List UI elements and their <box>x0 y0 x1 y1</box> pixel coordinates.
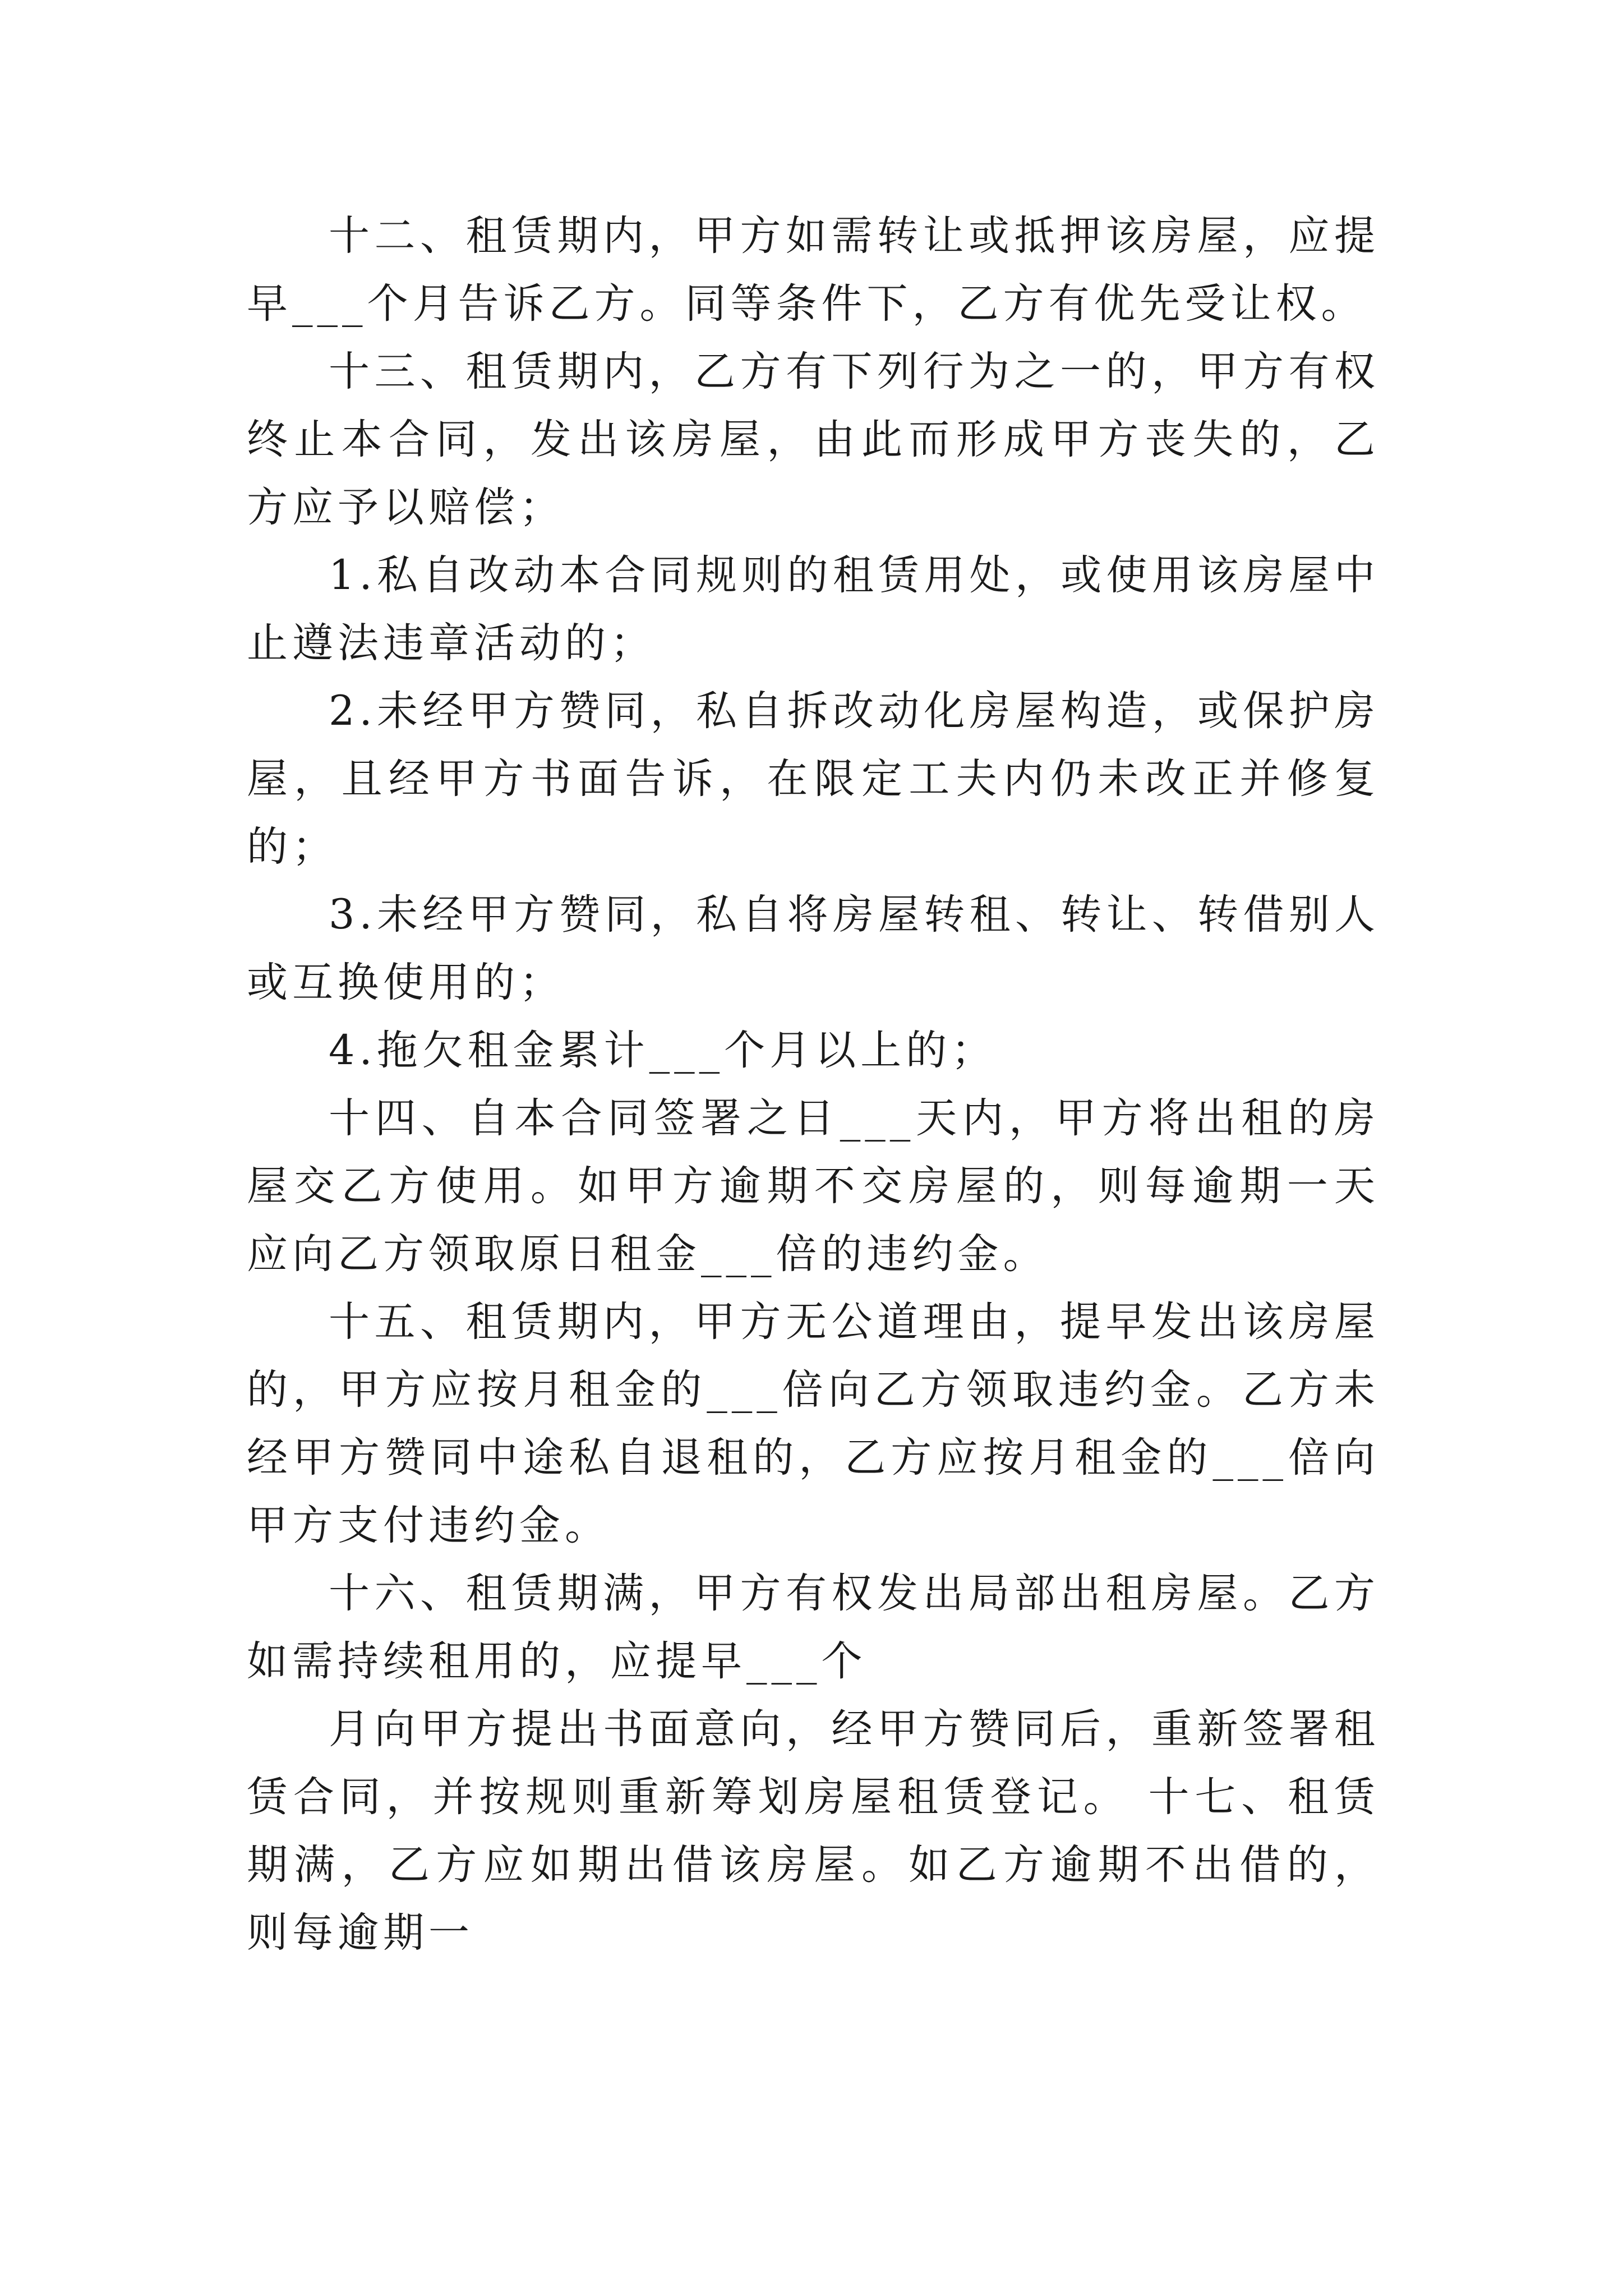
paragraph-clause-15: 十五、租赁期内，甲方无公道理由，提早发出该房屋的，甲方应按月租金的___倍向乙方领取违约金。乙方未经甲方赞同中途私自退租的，乙方应按月租金的___倍向甲方支付违约金。 <box>247 1298 1380 1549</box>
paragraph-item-1: 1.私自改动本合同规则的租赁用处，或使用该房屋中止遵法违章活动的； <box>247 551 1380 667</box>
paragraph-item-4: 4.拖欠租金累计___个月以上的； <box>329 1027 997 1074</box>
paragraph-item-2: 2.未经甲方赞同，私自拆改动化房屋构造，或保护房屋，且经甲方书面告诉，在限定工夫内仍未改正并修复的； <box>247 687 1380 871</box>
paragraph-clause-14: 十四、自本合同签署之日___天内，甲方将出租的房屋交乙方使用。如甲方逾期不交房屋的，则每逾期一天应向乙方领取原日租金___倍的违约金。 <box>247 1094 1380 1278</box>
paragraph-clause-12: 十二、租赁期内，甲方如需转让或抵押该房屋，应提早___个月告诉乙方。同等条件下，乙方有优先受让权。 <box>247 212 1380 328</box>
paragraph-item-3: 3.未经甲方赞同，私自将房屋转租、转让、转借别人或互换使用的； <box>247 891 1380 1006</box>
paragraph-clause-16-continued: 月向甲方提出书面意向，经甲方赞同后，重新签署租赁合同，并按规则重新筹划房屋租赁登记。 十七、租赁期满，乙方应如期出借该房屋。如乙方逾期不出借的，则每逾期一 <box>247 1705 1380 1957</box>
paragraph-clause-16: 十六、租赁期满，甲方有权发出局部出租房屋。乙方如需持续租用的，应提早___个 <box>247 1570 1380 1685</box>
contract-text <box>247 202 1380 1967</box>
paragraph-clause-13: 十三、租赁期内，乙方有下列行为之一的，甲方有权终止本合同，发出该房屋，由此而形成甲方丧失的，乙方应予以赔偿； <box>247 348 1380 531</box>
